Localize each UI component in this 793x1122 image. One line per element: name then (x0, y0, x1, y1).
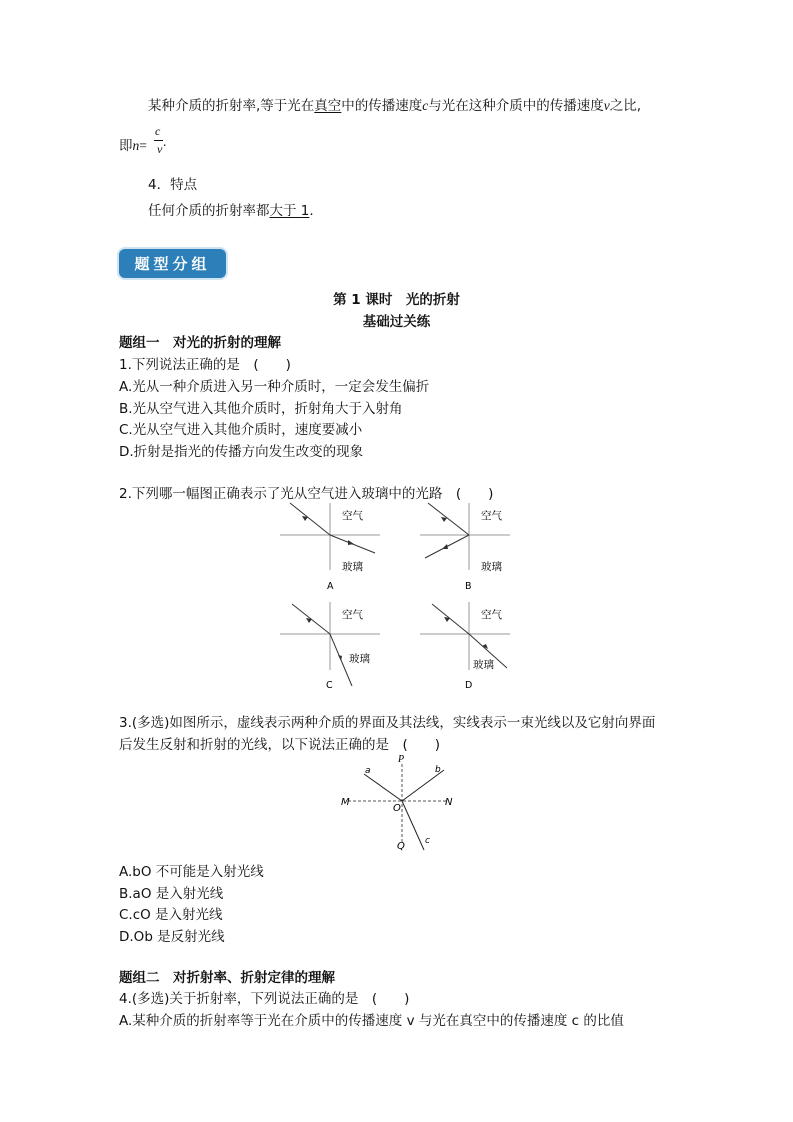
label-a: a (365, 766, 371, 776)
label-glass: 玻璃 (349, 653, 370, 665)
label-air: 空气 (342, 510, 363, 522)
intro-line-4 (148, 199, 314, 219)
q1-stem: 1.下列说法正确的是 ( ) (119, 357, 291, 373)
intro-line-1 (148, 94, 641, 114)
ray-aO (364, 774, 402, 801)
diagram-b (420, 503, 510, 592)
label-c: c (425, 836, 430, 846)
label-c: C (326, 680, 333, 691)
fraction-numerator: c (155, 124, 161, 138)
ray-Oc (402, 801, 424, 850)
q3-figure (338, 752, 460, 856)
intro-underline-greater-than-1: 大于 1 (269, 203, 310, 219)
symbol-c: c (422, 98, 429, 113)
lesson-title: 第 1 课时 光的折射 (333, 292, 460, 308)
section-4-heading: 4．特点 (148, 177, 198, 193)
q3-option-b: B.aO 是入射光线 (119, 886, 224, 902)
intro-text: 中的传播速度 (341, 98, 423, 114)
q4-option-a: A.某种介质的折射率等于光在介质中的传播速度 v 与光在真空中的传播速度 c 的比值 (119, 1013, 624, 1029)
q4-stem: 4.(多选)关于折射率，下列说法正确的是 ( ) (119, 991, 410, 1007)
section-badge: 题型分组 (119, 249, 226, 278)
label-m: M (341, 797, 350, 808)
intro-text: . (309, 203, 314, 219)
q1-option-a: A.光从一种介质进入另一种介质时，一定会发生偏折 (119, 379, 430, 395)
label-glass: 玻璃 (342, 561, 363, 573)
q3-stem-line-1: 3.(多选)如图所示，虚线表示两种介质的界面及其法线，实线表示一束光线以及它射向界面 (119, 715, 656, 731)
label-n: N (445, 797, 453, 808)
fraction-bar (154, 140, 163, 141)
label-b: b (435, 765, 441, 775)
label-air: 空气 (481, 609, 502, 621)
intro-text: 之比, (609, 98, 642, 114)
label-b: B (465, 581, 472, 592)
intro-line-2 (119, 134, 147, 154)
q1-option-c: C.光从空气进入其他介质时，速度要减小 (119, 422, 363, 438)
label-glass: 玻璃 (473, 659, 494, 671)
q3-option-d: D.Ob 是反射光线 (119, 929, 225, 945)
label-air: 空气 (342, 609, 363, 621)
diagram-a (280, 503, 380, 592)
diagram-c (280, 602, 380, 691)
arrow-icon (442, 544, 448, 549)
label-glass: 玻璃 (481, 561, 502, 573)
q2-figure (270, 498, 520, 694)
q3-option-c: C.cO 是入射光线 (119, 907, 223, 923)
q3-stem-line-2: 后发生反射和折射的光线，以下说法正确的是 ( ) (119, 737, 441, 753)
group-2-heading: 题组二 对折射率、折射定律的理解 (119, 970, 335, 986)
intro-text: 某种介质的折射率,等于光在 (148, 98, 315, 114)
subtitle: 基础过关练 (362, 314, 431, 330)
diagram-d (420, 602, 510, 691)
group-1-heading: 题组一 对光的折射的理解 (119, 335, 281, 351)
symbol-n: n (132, 138, 140, 153)
symbol-v: v (603, 98, 610, 113)
intro-text: 任何介质的折射率都 (148, 203, 270, 219)
incident-ray (290, 503, 330, 535)
label-d: D (465, 680, 473, 691)
fraction-denominator: v (157, 142, 163, 156)
intro-underline-vacuum: 真空 (314, 98, 342, 114)
label-air: 空气 (481, 510, 502, 522)
q1-option-d: D.折射是指光的传播方向发生改变的现象 (119, 444, 364, 460)
q2-stem: 2.下列哪一幅图正确表示了光从空气进入玻璃中的光路 ( ) (119, 486, 494, 502)
fraction-period: . (163, 134, 167, 149)
equals-sign: = (139, 138, 147, 153)
label-o: O (393, 803, 401, 814)
q3-option-a: A.bO 不可能是入射光线 (119, 864, 264, 880)
incident-ray (432, 604, 469, 634)
q1-option-b: B.光从空气进入其他介质时，折射角大于入射角 (119, 401, 403, 417)
label-q: Q (397, 841, 405, 852)
intro-text: 即 (119, 138, 133, 154)
label-p: P (398, 754, 405, 765)
label-a: A (327, 581, 334, 592)
incident-ray (428, 503, 469, 535)
intro-text: 与光在这种介质中的传播速度 (428, 98, 604, 114)
